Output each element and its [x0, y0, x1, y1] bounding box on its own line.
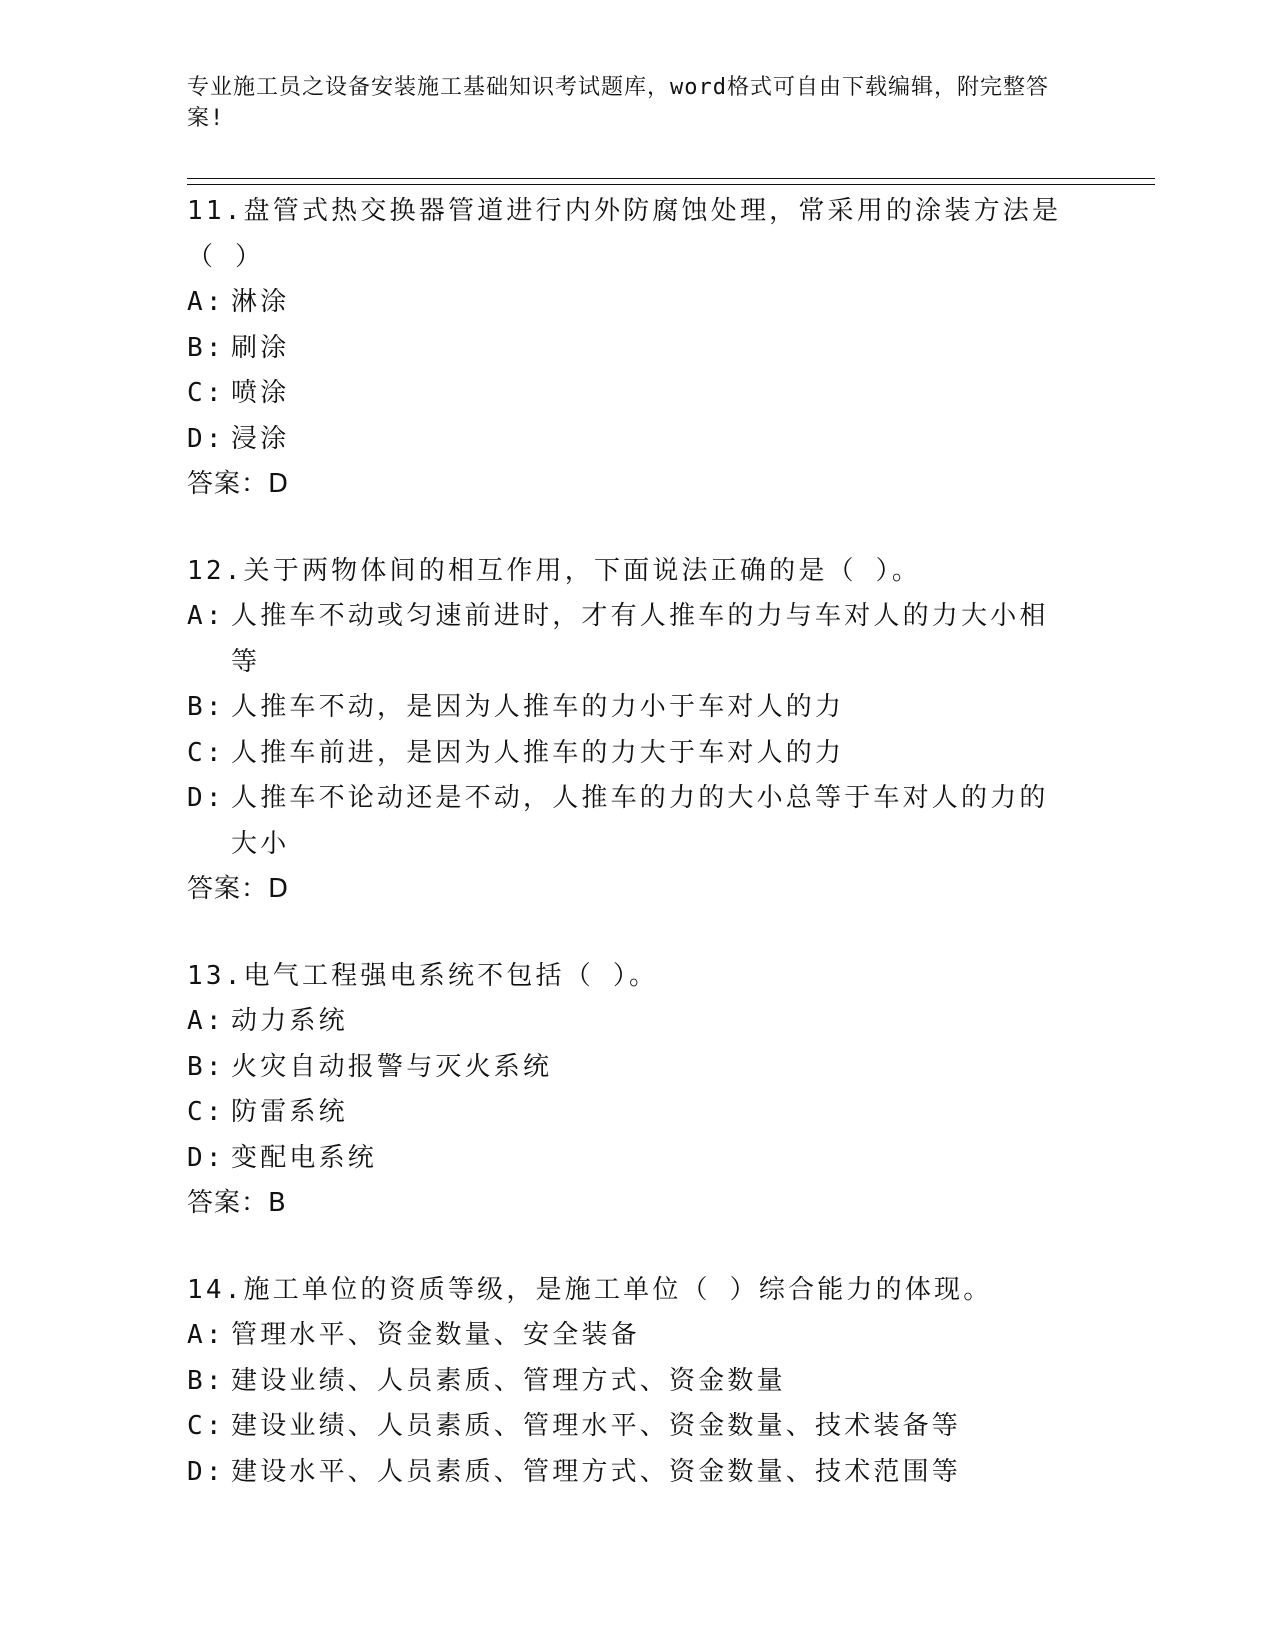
option-text: 管理水平、资金数量、安全装备	[231, 1320, 640, 1350]
answer-line: 答案：D	[187, 469, 290, 499]
header-rule-bottom	[187, 184, 1155, 185]
question-stem: 12.关于两物体间的相互作用，下面说法正确的是（ ）。	[187, 555, 922, 586]
option-d	[187, 1450, 1077, 1496]
document-header: 专业施工员之设备安装施工基础知识考试题库，word格式可自由下载编辑，附完整答案!	[187, 75, 1049, 131]
option-text: 动力系统	[231, 1006, 348, 1036]
option-text: 刷涂	[231, 332, 290, 363]
option-d	[187, 417, 1077, 463]
option-key: C:	[187, 378, 225, 408]
option-text: 淋涂	[231, 287, 290, 317]
question-stem: 13.电气工程强电系统不包括（ ）。	[187, 960, 659, 991]
option-key: D:	[187, 1456, 225, 1487]
option-key: C:	[187, 1411, 225, 1441]
question-stem: 11.盘管式热交换器管道进行内外防腐蚀处理，常采用的涂装方法是（ ）	[187, 196, 1062, 272]
option-d	[187, 1136, 1077, 1182]
option-b	[187, 1045, 1077, 1091]
option-key: A:	[187, 601, 225, 631]
option-d	[187, 776, 1077, 867]
option-a	[187, 1313, 1077, 1359]
option-b	[187, 685, 1077, 731]
option-key: A:	[187, 1006, 225, 1036]
option-key: B:	[187, 692, 225, 722]
option-key: A:	[187, 287, 225, 317]
answer-line: 答案：D	[187, 874, 290, 904]
header-rule-top	[187, 178, 1155, 179]
question-13	[187, 954, 1077, 1227]
question-stem: 14.施工单位的资质等级，是施工单位（ ）综合能力的体现。	[187, 1274, 993, 1305]
option-b	[187, 1359, 1077, 1405]
option-text: 人推车前进，是因为人推车的力大于车对人的力	[231, 737, 845, 768]
option-key: D:	[187, 1142, 225, 1173]
option-text: 浸涂	[231, 423, 290, 454]
option-text: 建设水平、人员素质、管理方式、资金数量、技术范围等	[231, 1456, 962, 1487]
option-text: 火灾自动报警与灭火系统	[231, 1051, 553, 1082]
option-text: 建设业绩、人员素质、管理方式、资金数量	[231, 1365, 786, 1396]
option-key: B:	[187, 332, 225, 363]
option-text: 人推车不动或匀速前进时，才有人推车的力与车对人的力大小相等	[231, 601, 1049, 677]
option-c	[187, 1090, 1077, 1136]
option-text: 建设业绩、人员素质、管理水平、资金数量、技术装备等	[231, 1411, 962, 1441]
option-text: 人推车不论动还是不动，人推车的力的大小总等于车对人的力的大小	[231, 783, 1049, 859]
option-text: 喷涂	[231, 378, 290, 408]
option-text: 人推车不动，是因为人推车的力小于车对人的力	[231, 692, 845, 722]
option-text: 变配电系统	[231, 1142, 378, 1173]
question-12	[187, 549, 1077, 913]
option-key: B:	[187, 1051, 225, 1082]
option-text: 防雷系统	[231, 1097, 348, 1127]
question-11	[187, 189, 1077, 508]
option-c	[187, 1404, 1077, 1450]
option-a	[187, 999, 1077, 1045]
option-c	[187, 731, 1077, 777]
option-c	[187, 371, 1077, 417]
question-14	[187, 1268, 1077, 1496]
option-key: D:	[187, 783, 225, 813]
question-list	[187, 189, 1077, 1536]
option-a	[187, 280, 1077, 326]
option-key: D:	[187, 423, 225, 454]
option-key: B:	[187, 1365, 225, 1396]
option-key: C:	[187, 737, 225, 768]
answer-line: 答案：B	[187, 1188, 287, 1218]
option-key: A:	[187, 1320, 225, 1350]
option-key: C:	[187, 1097, 225, 1127]
option-b	[187, 326, 1077, 372]
option-a	[187, 594, 1077, 685]
